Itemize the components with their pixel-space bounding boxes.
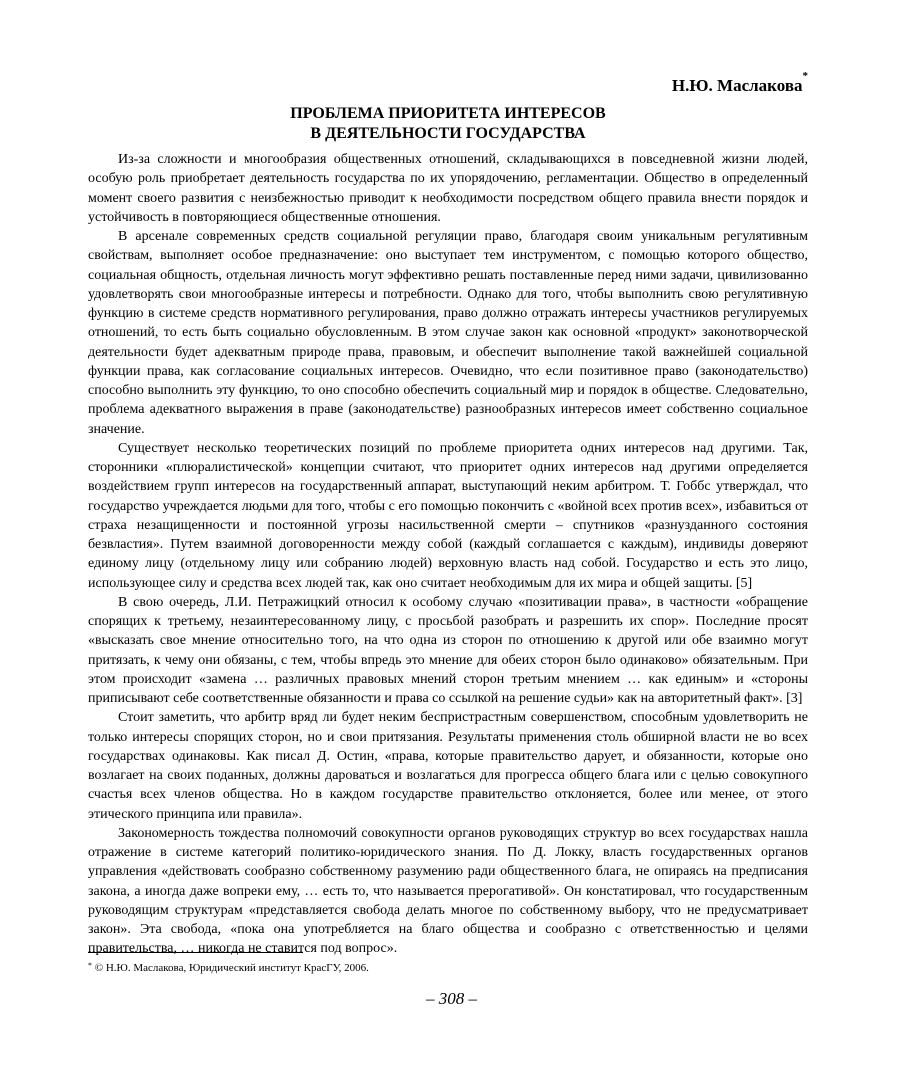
paragraph-5: Стоит заметить, что арбитр вряд ли будет неким беспристрастным совершенством, способным удовлетворить не только интересы спорящих сторон, но и свои притязания. Результаты применения столь обширной власти не во всех государствах одинаковы. Как писал Д. Остин, «права, которые правительство дарует, и обязанности, которые оно возлагает на своих поданных, должны дароваться и возлагаться для прогресса общего блага или с целью совокупного счастья всех членов общества. Но в каждом государстве правительство отклоняется, более или менее, от этого этического принципа или правила». xyxy=(88,710,808,822)
author-name-text: Н.Ю. Маслакова xyxy=(671,76,803,95)
article-body xyxy=(88,150,808,959)
paragraph-3: Существует несколько теоретических позиций по проблеме приоритета одних интересов над другими. Так, сторонники «плюралистической» концепции считают, что приоритет одних интересов над другими определяется воздействием групп интересов на государственный аппарат, выступающий неким арбитром. Т. Гоббс утверждал, что государство учреждается людьми для того, чтобы с его помощью покончить с «войной всех против всех», избавиться от страха незащищенности и постоянной угрозы насильственной смерти – спутников «разнузданного состояния безвластия». Путем взаимной договоренности между собой (каждый соглашается с каждым), индивиды доверяют единому лицу (отдельному лицу или собранию людей) верховную власть над собой. Государство и есть это лицо, использующее силу и средства всех людей так, как оно считает необходимым для их мира и общей защиты. [5] xyxy=(88,440,808,591)
paragraph-2: В арсенале современных средств социальной регуляции право, благодаря своим уникальным регулятивным свойствам, выполняет особое предназначение: оно выступает тем инструментом, с помощью которого общество, социальная общность, отдельная личность могут эффективно решать поставленные перед ними задачи, цивилизованно удовлетворять свои многообразные интересы и потребности. Однако для того, чтобы выполнить свою регулятивную функцию в системе средств нормативного регулирования, право должно отражать интересы участников регулируемых отношений, то есть быть социально обусловленным. В этом случае закон как основной «продукт» законотворческой деятельности будет адекватным природе права, правовым, и обеспечит выполнение такой важнейшей социальной функции права, как согласование социальных интересов. Очевидно, что если позитивное право (законодательство) способно выполнить эту функцию, то оно способно обеспечить социальный мир и порядок в обществе. Следовательно, проблема адекватного выражения в праве (законодательстве) разнообразных интересов имеет собственно социальное значение. xyxy=(88,229,808,437)
title-line-1: ПРОБЛЕМА ПРИОРИТЕТА ИНТЕРЕСОВ xyxy=(290,105,606,122)
paragraph-1: Из-за сложности и многообразия общественных отношений, складывающихся в повседневной жизни людей, особую роль приобретает деятельность государства по их упорядочению, регламентации. Общество в определенный момент своего развития с неизбежностью приводит к необходимости посредством общего правила внести порядок и устойчивость в повторяющиеся общественные отношения. xyxy=(88,152,808,225)
footnote-divider xyxy=(88,952,303,953)
footnote-text: © Н.Ю. Маслакова, Юридический институт КрасГУ, 2006. xyxy=(94,962,369,974)
article-title xyxy=(88,104,808,144)
author-name xyxy=(671,70,808,98)
page-number: – 308 – xyxy=(426,989,477,1008)
footnote xyxy=(88,961,808,975)
footnote-mark: * xyxy=(88,961,92,970)
title-line-2: В ДЕЯТЕЛЬНОСТИ ГОСУДАРСТВА xyxy=(310,125,586,142)
paragraph-6: Закономерность тождества полномочий совокупности органов руководящих структур во всех государствах нашла отражение в системе категорий политико-юридического знания. По Д. Локку, власть государственных органов управления «действовать сообразно собственному разумению ради общественного блага, не опираясь на предписания закона, а иногда даже вопреки ему, … есть то, что называется прерогативой». Он констатировал, что государственным руководящим структурам «представляется свобода делать многое по собственному выбору, что не предусматривает закон». Эта свобода, «пока она употребляется на благо общества и сообразно с ответственностью и целями правительства, … никогда не ставится под вопрос». xyxy=(88,825,808,957)
author-footnote-mark: * xyxy=(802,70,808,82)
paragraph-4: В свою очередь, Л.И. Петражицкий относил к особому случаю «позитивации права», в частности «обращение спорящих к третьему, незаинтересованному лицу, с просьбой разобрать и разрешить их спор». Последние просят «высказать свое мнение относительно того, на что одна из сторон по отношению к другой или обе взаимно могут притязать, к чему они обязаны, с тем, чтобы впредь это мнение для обеих сторон было одинаково» обязательным. При этом происходит «замена … различных правовых мнений сторон третьим мнением … как единым» и «стороны приписывают себе соответственные обязанности и права со ссылкой на решение судьи» как на авторитетный факт». [3] xyxy=(88,594,808,706)
